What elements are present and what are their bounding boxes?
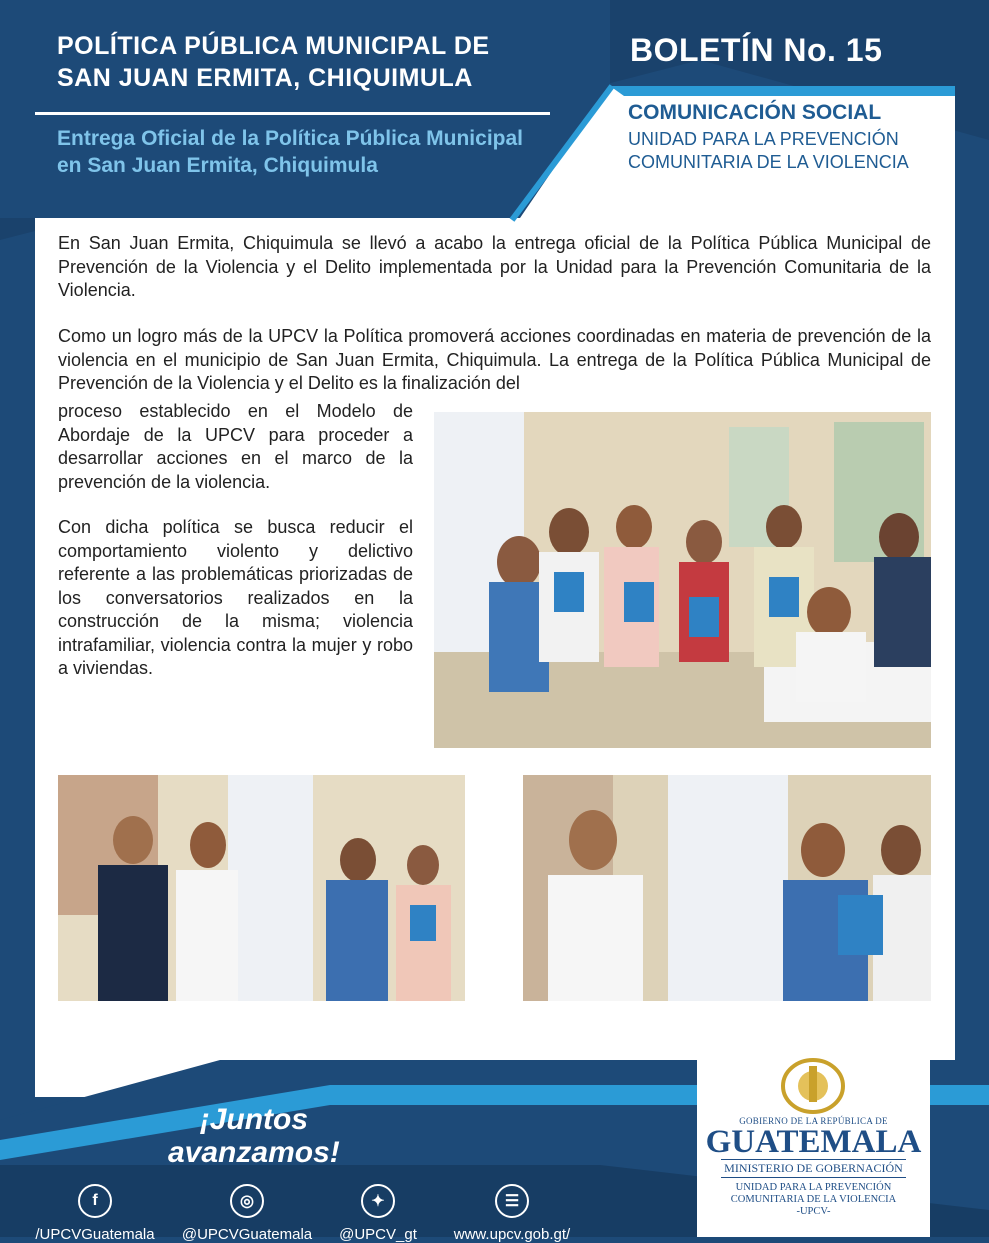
page-title-line2: SAN JUAN ERMITA, CHIQUIMULA xyxy=(57,64,473,92)
website-link[interactable] xyxy=(442,1184,582,1243)
article-paragraph-2: Como un logro más de la UPCV la Política promoverá acciones coordinadas en materia de prevención de la violencia en el municipio de San Juan Ermita, Chiquimula. La entrega de la Política Pública Municipal de Prevención de la Violencia y el Delito es la finalización del xyxy=(58,326,931,393)
twitter-handle: @UPCV_gt xyxy=(339,1226,417,1243)
page-subtitle: Entrega Oficial de la Política Pública Municipal en San Juan Ermita, Chiquimula xyxy=(57,127,523,177)
department-subtitle xyxy=(628,128,909,174)
logo-unit xyxy=(697,1182,930,1218)
twitter-icon: ✦ xyxy=(361,1184,395,1218)
instagram-link[interactable] xyxy=(177,1184,317,1243)
event-photo-right xyxy=(523,775,931,1001)
slogan-line2: avanzamos! xyxy=(168,1136,340,1169)
header-divider xyxy=(35,112,550,115)
facebook-handle: /UPCVGuatemala xyxy=(35,1226,155,1243)
logo-ministry: MINISTERIO DE GOBERNACIÓN xyxy=(721,1159,906,1178)
logo-country: GUATEMALA xyxy=(705,1124,922,1160)
department-line2: COMUNITARIA DE LA VIOLENCIA xyxy=(628,152,909,172)
logo-unit-line1: UNIDAD PARA LA PREVENCIÓN xyxy=(735,1182,892,1193)
slogan xyxy=(168,1103,340,1169)
twitter-link[interactable] xyxy=(338,1184,418,1243)
page-title-line1: POLÍTICA PÚBLICA MUNICIPAL DE xyxy=(57,32,490,60)
coat-of-arms-icon xyxy=(780,1056,846,1114)
article-paragraph-3: proceso establecido en el Modelo de Abordaje de la UPCV para proceder a desarrollar acciones en el marco de la prevención de la violencia. xyxy=(58,401,413,492)
header xyxy=(35,30,550,179)
department-line1: UNIDAD PARA LA PREVENCIÓN xyxy=(628,129,899,149)
bulletin-number: BOLETÍN No. 15 xyxy=(630,32,883,68)
article-paragraph-1: En San Juan Ermita, Chiquimula se llevó a acabo la entrega oficial de la Política Pública Municipal de Prevención de la Violencia y el Delito implementada por la Unidad para la Prevención Comunitaria de la Violencia. xyxy=(58,233,931,300)
instagram-icon: ◎ xyxy=(230,1184,264,1218)
event-photo-main xyxy=(434,412,931,748)
slogan-line1: ¡Juntos xyxy=(199,1103,309,1136)
department-title: COMUNICACIÓN SOCIAL xyxy=(628,101,882,124)
instagram-handle: @UPCVGuatemala xyxy=(181,1226,313,1243)
government-logo xyxy=(697,1020,930,1237)
facebook-link[interactable] xyxy=(30,1184,160,1243)
logo-unit-line3: -UPCV- xyxy=(796,1206,831,1217)
event-photo-left xyxy=(58,775,465,1001)
rss-icon: ☰ xyxy=(495,1184,529,1218)
facebook-icon: f xyxy=(78,1184,112,1218)
logo-unit-line2: COMUNITARIA DE LA VIOLENCIA xyxy=(730,1194,897,1205)
article-paragraph-4: Con dicha política se busca reducir el comportamiento violento y delictivo referente a las problemáticas priorizadas de los conversatorios realizados en la construcción de la misma; violencia intrafamiliar, violencia contra la mujer y robo a viviendas. xyxy=(58,517,413,678)
logo-small-text: GOBIERNO DE LA REPÚBLICA DE xyxy=(739,1116,888,1126)
website-url: www.upcv.gob.gt/ xyxy=(453,1226,571,1243)
